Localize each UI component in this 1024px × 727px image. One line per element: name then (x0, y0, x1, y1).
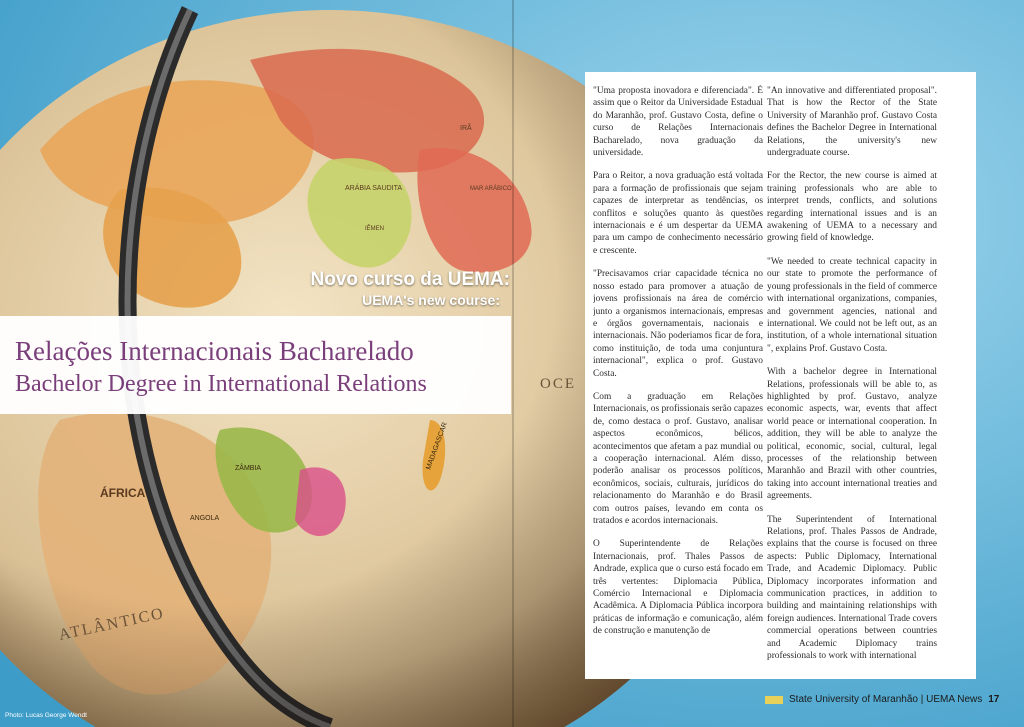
globe-label-iemen: IÊMEN (365, 226, 385, 232)
title-band (0, 316, 511, 414)
kicker-en: UEMA's new course: (362, 292, 500, 308)
globe-label-oce: OCE (540, 376, 576, 392)
kicker-pt: Novo curso da UEMA: (310, 269, 510, 290)
paragraph-en-1: "An innovative and differentiated proposal". That is how the Rector of the State University of Maranhão prof. Gustavo Costa defines the Bachelor Degree in International Relations, the university's new undergraduate course. (767, 86, 937, 159)
paragraph-en-2: For the Rector, the new course is aimed at training professionals who are able to interpret trends, conflicts, and solutions regarding international issues and is an awakening of UEMA to a necessary and growing field of knowledge. (767, 171, 937, 244)
paragraph-en-3: "We needed to create technical capacity in our state to promote the performance of young professionals in the field of commerce with international organizations, companies, and government agencies, national and international. We could not be left out, as an institution, of a whole international situation ", explains Prof. Gustavo Costa. (767, 256, 937, 354)
article-column-en (767, 85, 937, 675)
globe-label-arabia: ARÁBIA SAUDITA (345, 185, 403, 192)
paragraph-pt-1: "Uma proposta inovadora e diferenciada". É assim que o Reitor da Universidade Estadual do Maranhão, prof. Gustavo Costa, define o curso de Relações Internacionais Bacharelado, nova graduação da universidade. (593, 86, 763, 159)
globe-label-madagascar: MADAGASCAR (425, 421, 449, 471)
globe-label-angola: ANGOLA (190, 515, 220, 522)
kicker (150, 269, 510, 309)
paragraph-pt-5: O Superintendente de Relações Internacionais, prof. Thales Passos de Andrade, explica que o curso está focado em três vertentes: Diplomacia Pública, Comércio Internacional e Diplomacia Acadêmica. A Diplomacia Pública incorpora práticas de informação e comunicação, além de construção e manutenção de (593, 539, 763, 637)
paragraph-pt-3: "Precisavamos criar capacidade técnica no nosso estado para promover a atuação de jovens profissionais na área de comércio junto a organismos internacionais, empresas e órgãos governamentais, nacionais e internacionais. Não poderiamos ficar de fora, como instituição, de toda uma conjuntura internacional", explica o prof. Gustavo Costa. (593, 269, 763, 379)
article-panel (585, 72, 976, 679)
globe-label-zambia: ZÂMBIA (235, 465, 262, 472)
footer-accent-marker (765, 696, 783, 704)
title-pt: Relações Internacionais Bacharelado (15, 336, 414, 366)
paragraph-en-5: The Superintendent of International Relations, prof. Thales Passos de Andrade, explains that the course is focused on three aspects: Public Diplomacy, International Trade, and Academic Diplomacy. Public Diplomacy incorporates information and communication practices, in addition to building and maintaining relationships with foreign audiences. International Trade covers commercial operations between countries and Academic Diplomacy trains professionals to work with international (767, 514, 937, 662)
title-en: Bachelor Degree in International Relations (15, 371, 427, 397)
page-footer (765, 694, 999, 705)
footer-publication: State University of Maranhão | UEMA News (789, 694, 983, 705)
globe-label-mar-arabico: MAR ARÁBICO (470, 186, 512, 192)
globe-label-atlantico: ATLÂNTICO (57, 604, 167, 644)
globe-label-africa: ÁFRICA (100, 486, 146, 500)
photo-credit: Photo: Lucas George Wendt (5, 712, 87, 719)
paragraph-pt-4: Com a graduação em Relações Internacionais, os profissionais serão capazes de, como destaca o prof. Gustavo, analisar aspectos econômicos, bélicos, acontecimentos que afetam a paz mundial ou a cooperação internacional. Além disso, poderão analisar os processos políticos, econômicos, sociais, culturais, jurídicos do relacionamento do Maranhão e do Brasil com outros países, levando em conta os tratados e acordos internacionais. (593, 391, 763, 526)
page-number: 17 (988, 694, 1000, 705)
globe-label-iran: IRÃ (460, 125, 472, 132)
page-gutter (512, 0, 514, 727)
paragraph-en-4: With a bachelor degree in International Relations, professionals will be able to, as highlighted by prof. Gustavo, analyze economic aspects, war, events that affect world peace or international cooperation. In addition, they will be able to analyze the political, economic, social, cultural, legal processes of the relationship between Maranhão and Brazil with other countries, taking into account international treaties and agreements. (767, 367, 937, 502)
article-column-pt (593, 85, 763, 675)
paragraph-pt-2: Para o Reitor, a nova graduação está voltada para a formação de profissionais que sejam capazes de interpretar as tendências, os conflitos e soluções quanto às questões internacionais e é um despertar da UEMA para um campo de conhecimento necessário e crescente. (593, 171, 763, 256)
